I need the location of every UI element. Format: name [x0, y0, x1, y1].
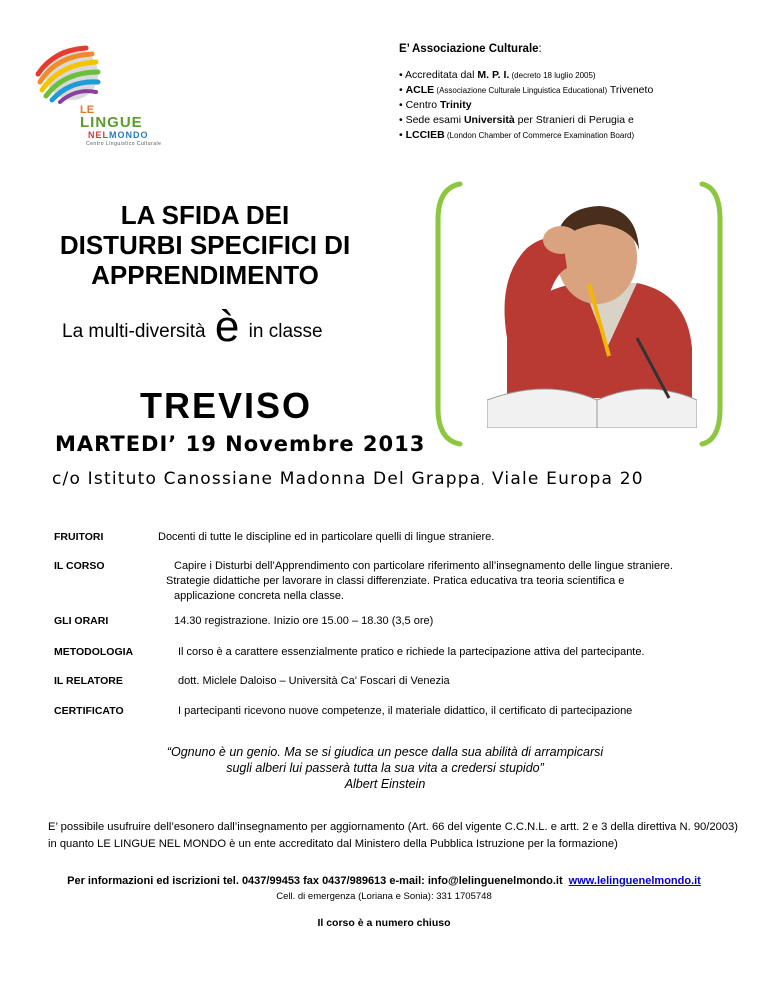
quote — [140, 744, 630, 792]
logo-text-nelmondo — [88, 130, 149, 140]
info-value: Docenti di tutte le discipline ed in particolare quelli di lingue straniere. — [158, 531, 495, 543]
quote-author: Albert Einstein — [344, 777, 426, 791]
association-heading-suffix: : — [538, 43, 542, 55]
limited-seats-note: Il corso è a numero chiuso — [317, 917, 451, 929]
city-heading: TREVISO — [140, 385, 313, 426]
item-small: (decreto 18 luglio 2005) — [509, 71, 596, 80]
venue-name: c/o Istituto Canossiane Madonna Del Grappa — [52, 469, 482, 489]
item-text: Sede esami — [405, 114, 464, 126]
subtitle — [62, 302, 323, 352]
list-item: • ACLE (Associazione Culturale Linguistica Educational) Triveneto — [399, 84, 654, 96]
item-text: Centro — [405, 99, 441, 111]
item-small: (London Chamber of Commerce Examination Board) — [444, 131, 635, 140]
list-item: • Accreditata dal M. P. I. (decreto 18 luglio 2005) — [399, 69, 596, 81]
event-date: MARTEDI’ 19 Novembre 2013 — [55, 432, 426, 456]
list-item: • Centro Trinity — [399, 99, 472, 111]
page-title — [40, 200, 370, 290]
title-line-2: DISTURBI SPECIFICI DI — [59, 230, 351, 260]
info-value-line: applicazione concreta nella classe. — [174, 590, 344, 602]
association-block — [399, 42, 749, 143]
info-value — [158, 559, 748, 604]
association-heading — [399, 42, 749, 56]
info-label: GLI ORARI — [54, 615, 109, 627]
logo-text-le: LE — [80, 104, 95, 116]
info-value: Il corso è a carattere essenzialmente pratico e richiede la partecipazione attiva del partecipante. — [178, 646, 645, 658]
item-bold: Università — [463, 114, 515, 126]
logo-tagline: Centro Linguistico Culturale — [86, 141, 162, 147]
logo-text-nel: NEL — [88, 130, 109, 140]
info-value-line: Strategie didattiche per lavorare in classi differenziate. Pratica educativa tra teoria scientifica e — [166, 575, 625, 587]
item-bold: M. P. I. — [477, 69, 510, 81]
info-value: I partecipanti ricevono nuove competenze, il materiale didattico, il certificato di partecipazione — [178, 705, 633, 717]
item-text: Accreditata dal — [405, 69, 478, 81]
info-label: METODOLOGIA — [54, 646, 134, 658]
info-label: IL RELATORE — [54, 675, 123, 687]
item-bold: ACLE — [405, 84, 435, 96]
event-venue — [52, 469, 644, 489]
info-label: FRUITORI — [54, 531, 104, 543]
info-label: CERTIFICATO — [54, 705, 124, 717]
logo — [34, 44, 164, 147]
quote-line-1: “Ognuno è un genio. Ma se si giudica un pesce dalla sua abilità di arrampicarsi — [166, 745, 604, 759]
logo-text-lingue: LINGUE — [80, 114, 143, 131]
subtitle-big-e: è — [214, 302, 240, 351]
list-item: • LCCIEB (London Chamber of Commerce Examination Board) — [399, 129, 635, 141]
item-bold: Trinity — [440, 99, 472, 111]
student-photo — [487, 188, 697, 428]
globe-icon — [34, 44, 104, 106]
venue-address: Viale Europa 20 — [485, 469, 644, 489]
association-heading-text: E’ Associazione Culturale — [399, 43, 539, 55]
emergency-phone: Cell. di emergenza (Loriana e Sonia): 331 1705748 — [276, 891, 492, 902]
quote-line-2: sugli alberi lui passerà tutta la sua vita a credersi stupido” — [226, 761, 544, 775]
info-label: IL CORSO — [54, 560, 105, 572]
item-text-end: Triveneto — [607, 84, 654, 96]
item-text-end: per Stranieri di Perugia e — [514, 114, 634, 126]
subtitle-part-2: in classe — [248, 321, 323, 342]
info-value: dott. Miclele Daloiso – Università Ca’ Foscari di Venezia — [178, 675, 450, 687]
item-bold: LCCIEB — [405, 129, 445, 141]
logo-text-mondo: MONDO — [109, 130, 149, 140]
info-value: 14.30 registrazione. Inizio ore 15.00 – 18.30 (3,5 ore) — [174, 615, 434, 627]
title-line-1: LA SFIDA DEI — [120, 200, 290, 230]
contact-info — [0, 875, 768, 887]
item-small: (Associazione Culturale Linguistica Educational) — [434, 86, 608, 95]
website-link[interactable]: www.lelinguenelmondo.it — [568, 875, 701, 887]
exemption-notice: E’ possibile usufruire dell’esonero dall’insegnamento per aggiornamento (Art. 66 del vigente C.C.N.L. e artt. 2 e 3 della direttiva N. 90/2003) in quanto LE LINGUE NEL MONDO è un ente accreditato dal Ministero della Pubblica Istruzione per la formazione) — [48, 821, 738, 850]
contact-text: Per informazioni ed iscrizioni tel. 0437/99453 fax 0437/989613 e-mail: info@lelinguenelmondo.it — [67, 875, 563, 887]
subtitle-part-1: La multi-diversità — [62, 321, 206, 342]
info-value-line: Capire i Disturbi dell’Apprendimento con particolare riferimento all’insegnamento delle lingue straniere. — [174, 560, 673, 572]
list-item: • Sede esami Università per Stranieri di Perugia e — [399, 114, 634, 126]
title-line-3: APPRENDIMENTO — [91, 260, 319, 290]
venue-separator: , — [481, 477, 486, 487]
